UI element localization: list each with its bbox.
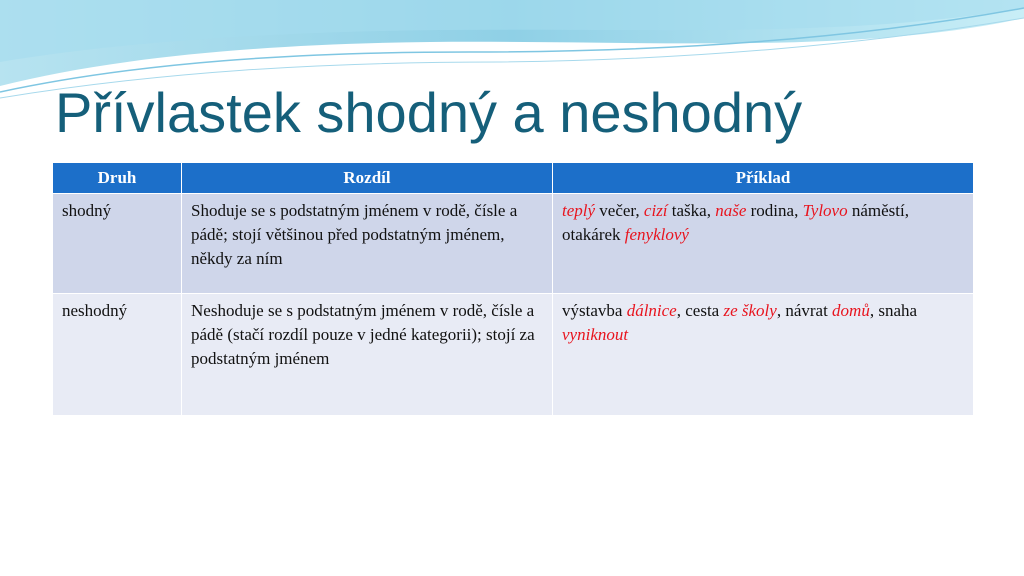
highlighted-example: vyniknout (562, 325, 629, 344)
highlighted-example: fenyklový (624, 225, 689, 244)
comparison-table (52, 162, 974, 416)
table-row (53, 194, 974, 294)
example-text: náměstí, otakárek (562, 201, 909, 244)
header-druh: Druh (53, 163, 182, 194)
cell-rozdil: Neshoduje se s podstatným jménem v rodě, čísle a pádě (stačí rozdíl pouze v jedné kategorii); stojí za podstatným jménem (182, 294, 553, 416)
cell-druh: neshodný (53, 294, 182, 416)
example-text: výstavba (562, 301, 627, 320)
highlighted-example: domů (832, 301, 870, 320)
highlighted-example: teplý (562, 201, 596, 220)
slide-title: Přívlastek shodný a neshodný (55, 81, 803, 144)
table-row (53, 294, 974, 416)
header-rozdil: Rozdíl (182, 163, 553, 194)
cell-priklad (553, 294, 974, 416)
table-header-row (53, 163, 974, 194)
example-text: , návrat (776, 301, 833, 320)
highlighted-example: ze školy (723, 301, 777, 320)
example-text: taška, (667, 201, 716, 220)
highlighted-example: naše (715, 201, 747, 220)
cell-rozdil: Shoduje se s podstatným jménem v rodě, čísle a pádě; stojí většinou před podstatným jménem, někdy za ním (182, 194, 553, 294)
highlighted-example: dálnice (626, 301, 677, 320)
example-text: večer, (595, 201, 644, 220)
example-text: , cesta (676, 301, 724, 320)
example-text: rodina, (746, 201, 803, 220)
highlighted-example: Tylovo (802, 201, 848, 220)
example-text: , snaha (869, 301, 918, 320)
cell-priklad (553, 194, 974, 294)
highlighted-example: cizí (643, 201, 668, 220)
header-priklad: Příklad (553, 163, 974, 194)
cell-druh: shodný (53, 194, 182, 294)
